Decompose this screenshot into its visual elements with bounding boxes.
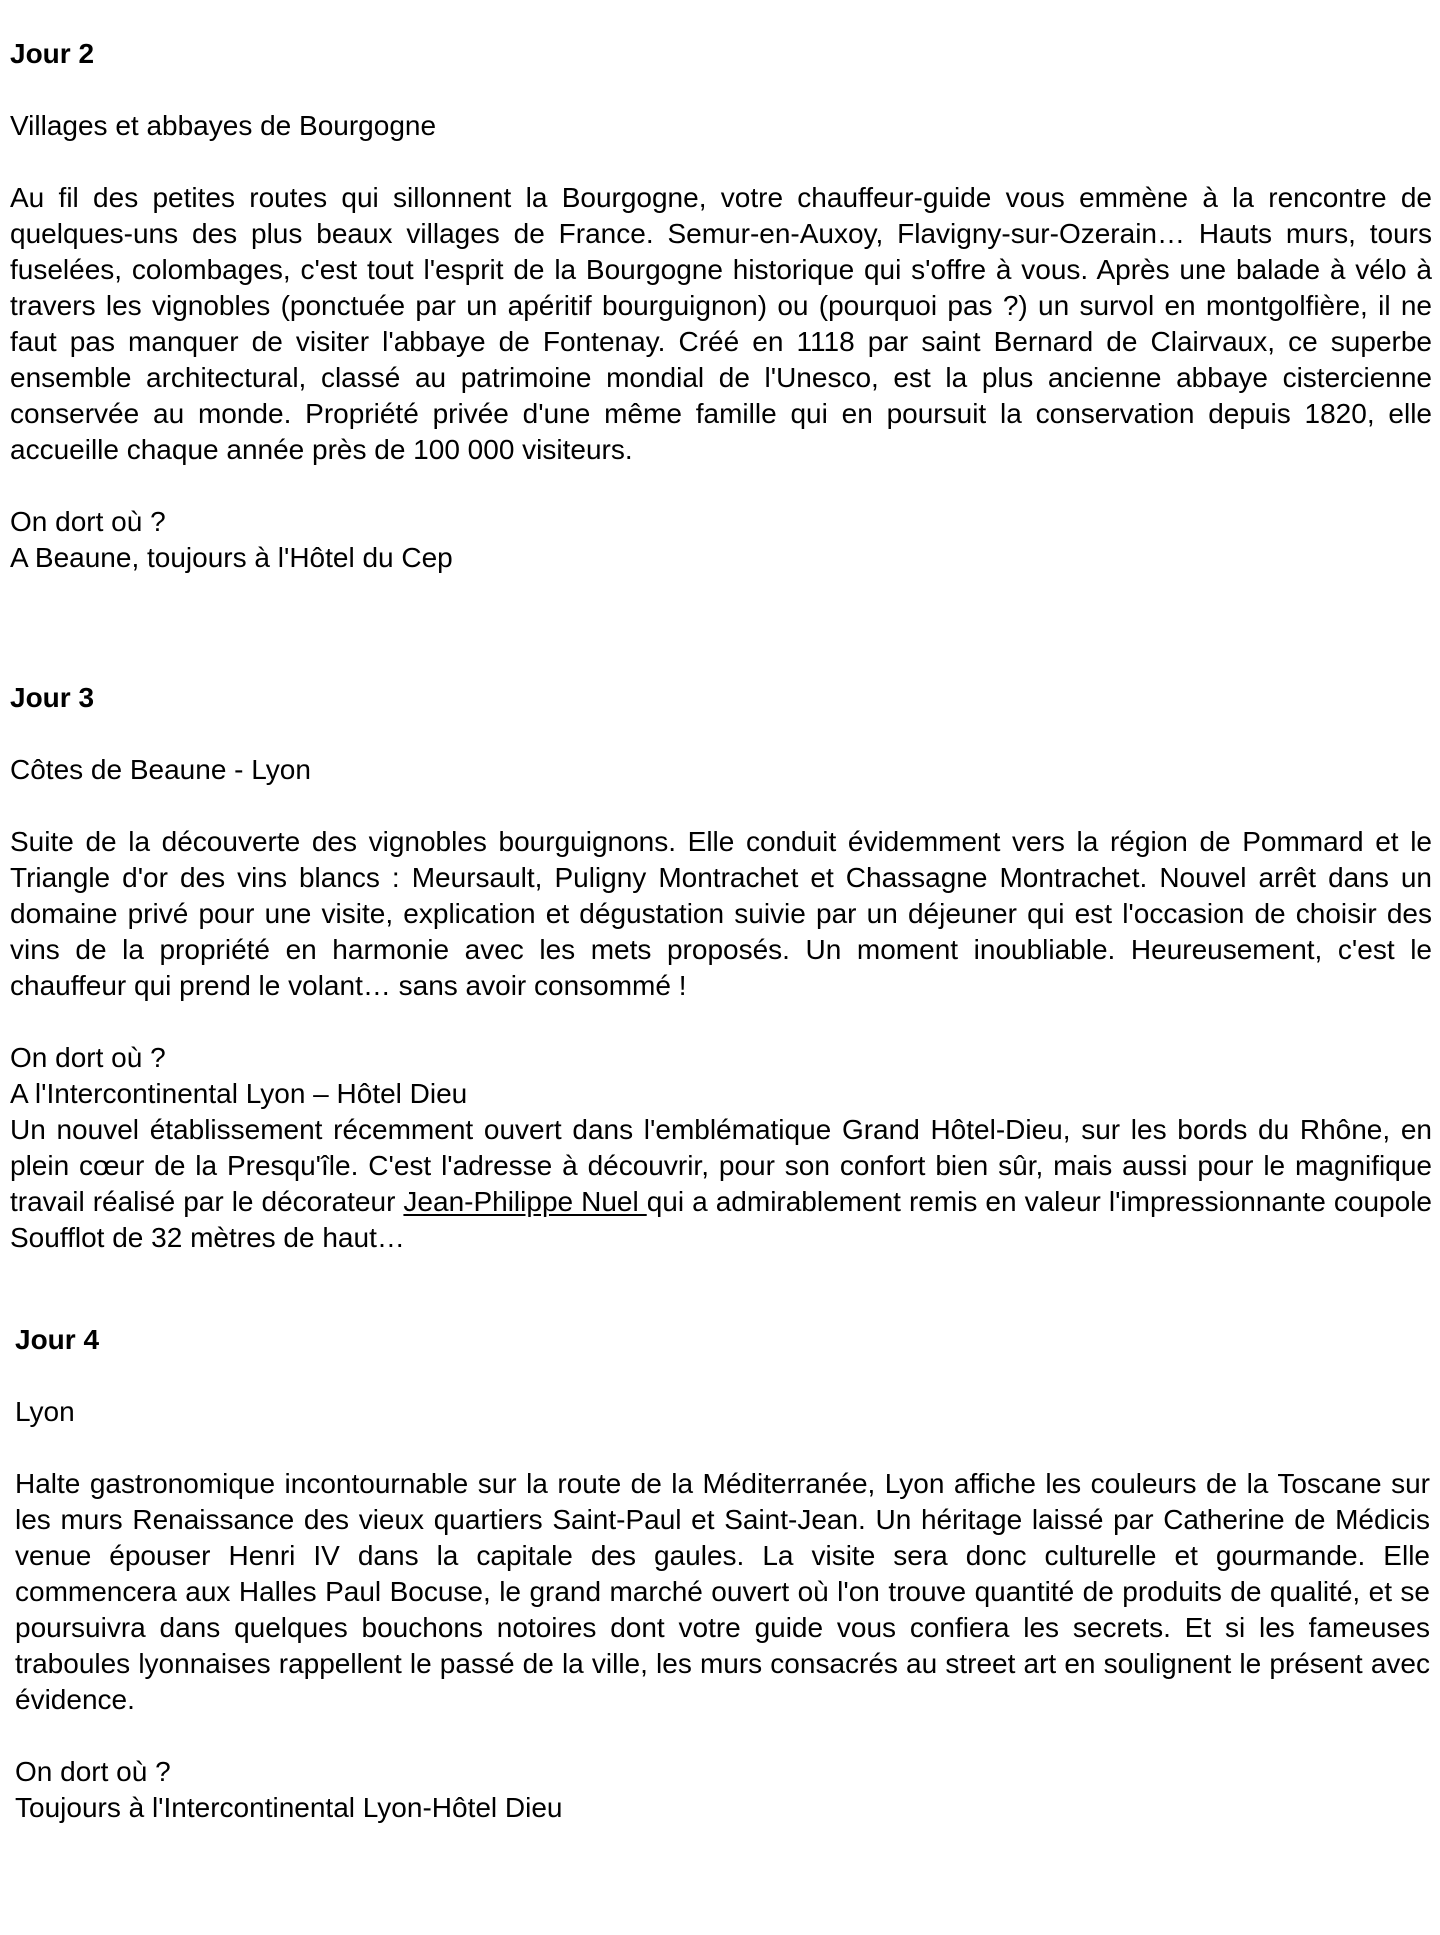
day-description: Suite de la découverte des vignobles bourguignons. Elle conduit évidemment vers la région de Pommard et le Triangle d'or des vins blancs : Meursault, Puligny Montrachet et Chassagne Montrachet. Nouvel arrêt dans un domaine privé pour une visite, explication et dégustation suivie par un déjeuner qui est l'occasion de choisir des vins de la propriété en harmonie avec les mets proposés. Un moment inoubliable. Heureusement, c'est le chauffeur qui prend le volant… sans avoir consommé ! xyxy=(10,826,1432,1001)
sleep-answer: Toujours à l'Intercontinental Lyon-Hôtel Dieu xyxy=(15,1792,563,1823)
sleep-question: On dort où ? xyxy=(15,1756,171,1787)
hotel-description-text-end: qui a admirablement remis en valeur l'impressionnante coupole Soufflot de 32 mètres de haut… xyxy=(10,1186,1432,1253)
sleep-answer: A l'Intercontinental Lyon – Hôtel Dieu xyxy=(10,1078,468,1109)
day-section-jour-4 xyxy=(15,1322,1430,1826)
sleep-answer: A Beaune, toujours à l'Hôtel du Cep xyxy=(10,542,453,573)
decorator-link[interactable]: Jean-Philippe Nuel xyxy=(403,1186,647,1217)
day-subtitle: Villages et abbayes de Bourgogne xyxy=(10,110,437,141)
day-subtitle: Lyon xyxy=(15,1396,75,1427)
day-subtitle: Côtes de Beaune - Lyon xyxy=(10,754,311,785)
sleep-info xyxy=(15,1754,1430,1826)
day-section-jour-3 xyxy=(10,680,1432,1256)
sleep-info xyxy=(10,1040,1432,1112)
day-title: Jour 4 xyxy=(15,1324,100,1355)
day-title: Jour 2 xyxy=(10,38,95,69)
sleep-info xyxy=(10,504,1432,576)
hotel-description-text: Un nouvel établissement récemment ouvert dans l'emblématique Grand Hôtel-Dieu, sur les bords du Rhône, en plein cœur de la Presqu'île. C'est l'adresse à découvrir, pour son confort bien sûr, mais aussi pour le magnifique travail réalisé par le décorateur xyxy=(10,1114,1432,1217)
day-description: Halte gastronomique incontournable sur la route de la Méditerranée, Lyon affiche les couleurs de la Toscane sur les murs Renaissance des vieux quartiers Saint-Paul et Saint-Jean. Un héritage laissé par Catherine de Médicis venue épouser Henri IV dans la capitale des gaules. La visite sera donc culturelle et gourmande. Elle commencera aux Halles Paul Bocuse, le grand marché ouvert où l'on trouve quantité de produits de qualité, et se poursuivra dans quelques bouchons notoires dont votre guide vous confiera les secrets. Et si les fameuses traboules lyonnaises rappellent le passé de la ville, les murs consacrés au street art en soulignent le présent avec évidence. xyxy=(15,1468,1430,1715)
sleep-question: On dort où ? xyxy=(10,506,166,537)
sleep-question: On dort où ? xyxy=(10,1042,166,1073)
hotel-description xyxy=(10,1112,1432,1256)
day-description: Au fil des petites routes qui sillonnent la Bourgogne, votre chauffeur-guide vous emmène à la rencontre de quelques-uns des plus beaux villages de France. Semur-en-Auxoy, Flavigny-sur-Ozerain… Hauts murs, tours fuselées, colombages, c'est tout l'esprit de la Bourgogne historique qui s'offre à vous. Après une balade à vélo à travers les vignobles (ponctuée par un apéritif bourguignon) ou (pourquoi pas ?) un survol en montgolfière, il ne faut pas manquer de visiter l'abbaye de Fontenay. Créé en 1118 par saint Bernard de Clairvaux, ce superbe ensemble architectural, classé au patrimoine mondial de l'Unesco, est la plus ancienne abbaye cistercienne conservée au monde. Propriété privée d'une même famille qui en poursuit la conservation depuis 1820, elle accueille chaque année près de 100 000 visiteurs. xyxy=(10,182,1432,465)
day-section-jour-2 xyxy=(10,36,1432,576)
day-title: Jour 3 xyxy=(10,682,95,713)
